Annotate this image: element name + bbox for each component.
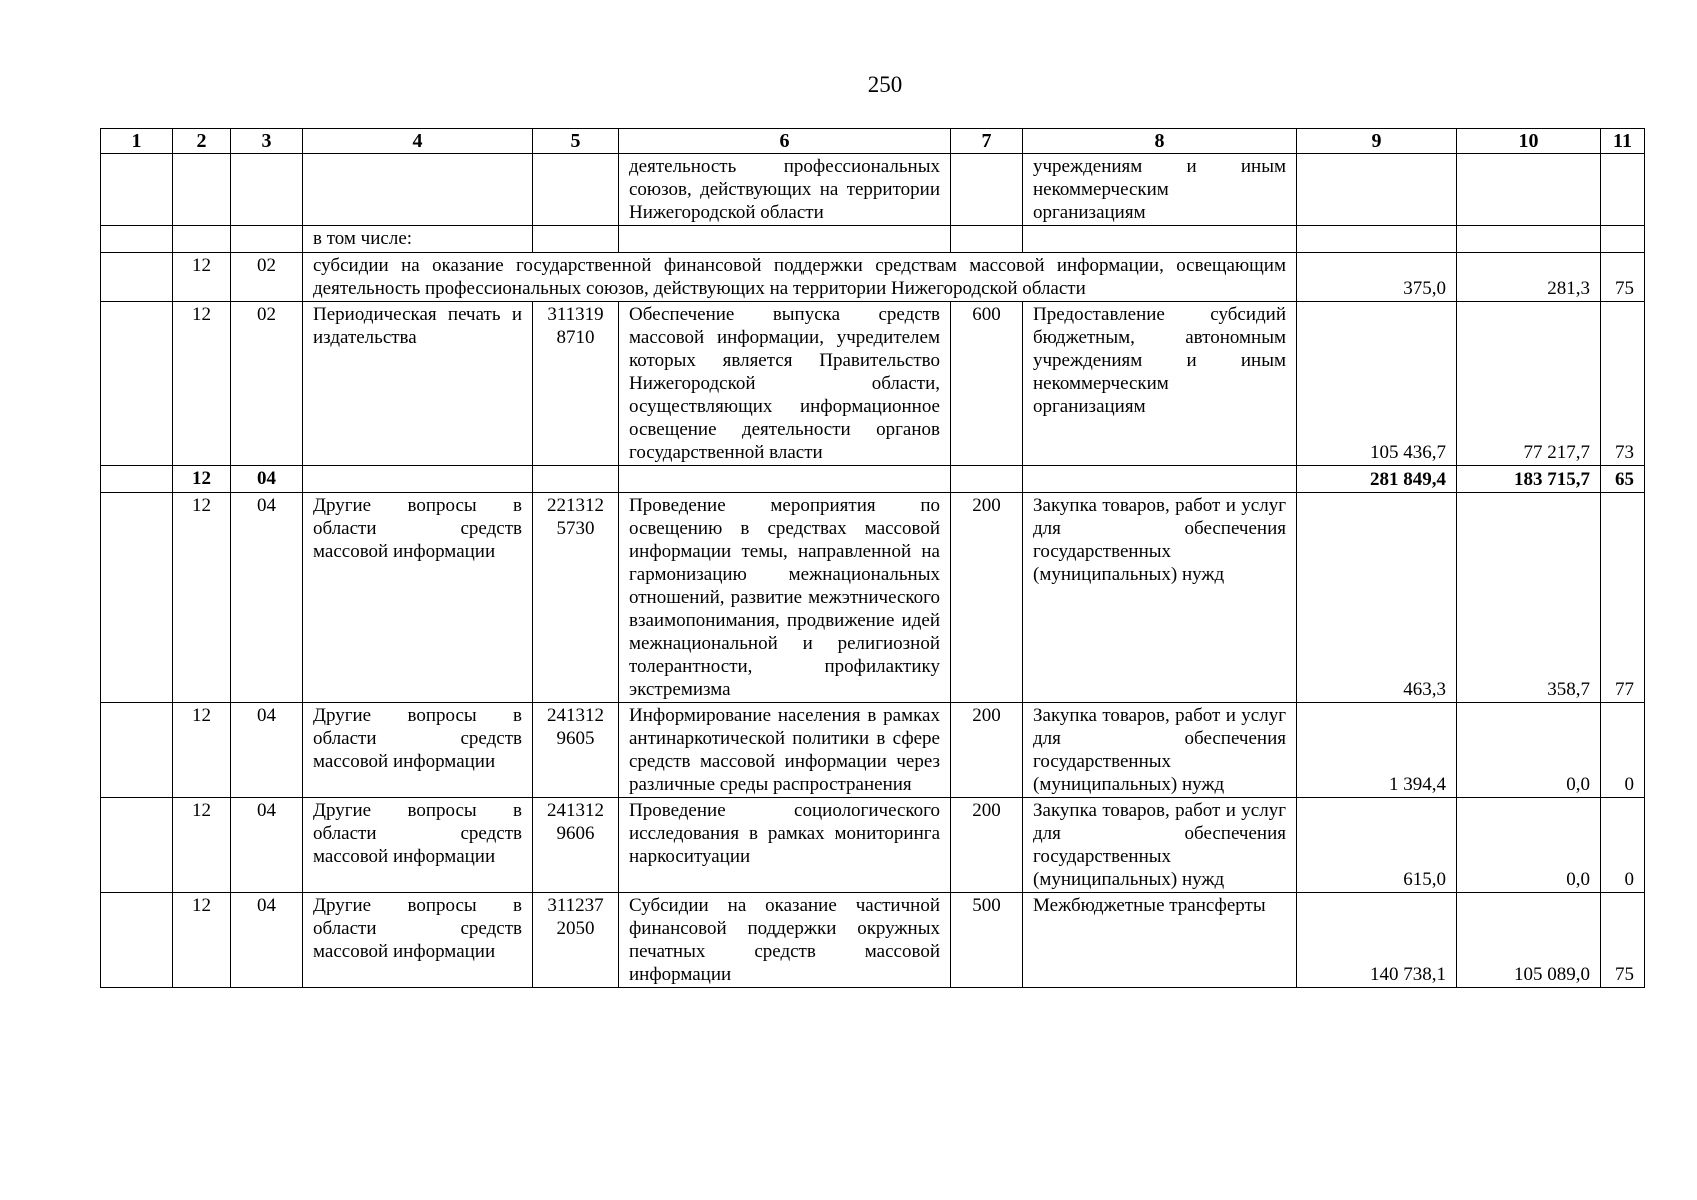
cell-plan bbox=[1297, 154, 1457, 226]
budget-table bbox=[100, 128, 1645, 988]
cell-plan: 1 394,4 bbox=[1297, 703, 1457, 798]
cell-target-code: 241312 9605 bbox=[533, 703, 619, 798]
cell-merged-description: субсидии на оказание государственной финансовой поддержки средствам массовой информации, освещающим деятельность профессиональных союзов, действующих на территории Нижегородской области bbox=[303, 253, 1297, 302]
cell-actual: 105 089,0 bbox=[1457, 893, 1601, 988]
page-number: 250 bbox=[867, 72, 903, 97]
cell-section bbox=[173, 154, 231, 226]
cell-subsection: 04 bbox=[231, 493, 303, 703]
cell-target-code bbox=[533, 226, 619, 253]
cell-expense-type-name: Закупка товаров, работ и услуг для обеспечения государственных (муниципальных) нужд bbox=[1023, 703, 1297, 798]
cell-percent: 77 bbox=[1601, 493, 1645, 703]
column-header: 9 bbox=[1297, 129, 1457, 154]
cell-col1 bbox=[101, 253, 173, 302]
cell-section: 12 bbox=[173, 893, 231, 988]
cell-target-code: 241312 9606 bbox=[533, 798, 619, 893]
cell-expense-type-name: Закупка товаров, работ и услуг для обеспечения государственных (муниципальных) нужд bbox=[1023, 798, 1297, 893]
cell-percent: 73 bbox=[1601, 302, 1645, 466]
cell-target-name bbox=[619, 466, 951, 493]
cell-percent: 75 bbox=[1601, 893, 1645, 988]
column-header: 10 bbox=[1457, 129, 1601, 154]
cell-subsection-name bbox=[303, 154, 533, 226]
cell-percent: 0 bbox=[1601, 798, 1645, 893]
cell-target-name: Субсидии на оказание частичной финансовой поддержки окружных печатных средств массовой информации bbox=[619, 893, 951, 988]
cell-subsection: 04 bbox=[231, 893, 303, 988]
table-row bbox=[101, 703, 1645, 798]
cell-percent bbox=[1601, 226, 1645, 253]
column-header: 4 bbox=[303, 129, 533, 154]
cell-expense-type-name: Межбюджетные трансферты bbox=[1023, 893, 1297, 988]
table-row bbox=[101, 893, 1645, 988]
cell-expense-type bbox=[951, 154, 1023, 226]
cell-subsection bbox=[231, 226, 303, 253]
cell-expense-type-name bbox=[1023, 226, 1297, 253]
cell-subsection: 02 bbox=[231, 302, 303, 466]
cell-subsection: 02 bbox=[231, 253, 303, 302]
column-header: 3 bbox=[231, 129, 303, 154]
cell-plan: 105 436,7 bbox=[1297, 302, 1457, 466]
cell-section: 12 bbox=[173, 493, 231, 703]
cell-actual: 358,7 bbox=[1457, 493, 1601, 703]
cell-section bbox=[173, 226, 231, 253]
cell-percent: 65 bbox=[1601, 466, 1645, 493]
cell-plan: 140 738,1 bbox=[1297, 893, 1457, 988]
cell-actual: 0,0 bbox=[1457, 798, 1601, 893]
cell-col1 bbox=[101, 893, 173, 988]
cell-section: 12 bbox=[173, 302, 231, 466]
cell-plan: 463,3 bbox=[1297, 493, 1457, 703]
cell-subsection: 04 bbox=[231, 703, 303, 798]
cell-actual: 0,0 bbox=[1457, 703, 1601, 798]
table-row bbox=[101, 493, 1645, 703]
cell-section: 12 bbox=[173, 703, 231, 798]
cell-actual: 183 715,7 bbox=[1457, 466, 1601, 493]
cell-expense-type-name: Закупка товаров, работ и услуг для обеспечения государственных (муниципальных) нужд bbox=[1023, 493, 1297, 703]
cell-expense-type bbox=[951, 466, 1023, 493]
cell-actual bbox=[1457, 226, 1601, 253]
column-header: 5 bbox=[533, 129, 619, 154]
cell-actual: 77 217,7 bbox=[1457, 302, 1601, 466]
column-header: 7 bbox=[951, 129, 1023, 154]
table-row bbox=[101, 798, 1645, 893]
cell-expense-type: 200 bbox=[951, 798, 1023, 893]
cell-col1 bbox=[101, 493, 173, 703]
cell-expense-type: 200 bbox=[951, 493, 1023, 703]
cell-col1 bbox=[101, 302, 173, 466]
cell-target-code: 311237 2050 bbox=[533, 893, 619, 988]
cell-subsection bbox=[231, 154, 303, 226]
cell-percent bbox=[1601, 154, 1645, 226]
cell-percent: 75 bbox=[1601, 253, 1645, 302]
cell-subsection-name: в том числе: bbox=[303, 226, 533, 253]
cell-target-name: Обеспечение выпуска средств массовой информации, учредителем которых является Правительство Нижегородской области, осуществляющих информационное освещение деятельности органов государственной власти bbox=[619, 302, 951, 466]
cell-subsection-name bbox=[303, 466, 533, 493]
cell-section: 12 bbox=[173, 798, 231, 893]
cell-target-name: Информирование населения в рамках антинаркотической политики в сфере средств массовой информации через различные среды распространения bbox=[619, 703, 951, 798]
column-header: 11 bbox=[1601, 129, 1645, 154]
cell-target-name: Проведение мероприятия по освещению в средствах массовой информации темы, направленной на гармонизацию межнациональных отношений, развитие межэтнического взаимопонимания, продвижение идей межнациональной и религиозной толерантности, профилактику экстремизма bbox=[619, 493, 951, 703]
cell-target-code bbox=[533, 466, 619, 493]
cell-target-name: Проведение социологического исследования в рамках мониторинга наркоситуации bbox=[619, 798, 951, 893]
table-row bbox=[101, 226, 1645, 253]
column-header: 6 bbox=[619, 129, 951, 154]
cell-expense-type-name: Предоставление субсидий бюджетным, автономным учреждениям и иным некоммерческим организациям bbox=[1023, 302, 1297, 466]
cell-actual: 281,3 bbox=[1457, 253, 1601, 302]
table-row bbox=[101, 154, 1645, 226]
cell-target-name: деятельность профессиональных союзов, действующих на территории Нижегородской области bbox=[619, 154, 951, 226]
cell-col1 bbox=[101, 798, 173, 893]
cell-subsection: 04 bbox=[231, 466, 303, 493]
cell-subsection-name: Другие вопросы в области средств массовой информации bbox=[303, 893, 533, 988]
cell-subsection-name: Другие вопросы в области средств массовой информации bbox=[303, 703, 533, 798]
cell-subsection-name: Другие вопросы в области средств массовой информации bbox=[303, 798, 533, 893]
column-header: 2 bbox=[173, 129, 231, 154]
cell-section: 12 bbox=[173, 466, 231, 493]
cell-col1 bbox=[101, 226, 173, 253]
table-row bbox=[101, 302, 1645, 466]
cell-actual bbox=[1457, 154, 1601, 226]
table-header-row bbox=[101, 129, 1645, 154]
table-subtotal-row bbox=[101, 466, 1645, 493]
cell-expense-type-name: учреждениям и иным некоммерческим организациям bbox=[1023, 154, 1297, 226]
cell-target-code: 221312 5730 bbox=[533, 493, 619, 703]
cell-target-code: 311319 8710 bbox=[533, 302, 619, 466]
cell-subsection: 04 bbox=[231, 798, 303, 893]
cell-expense-type: 600 bbox=[951, 302, 1023, 466]
cell-target-code bbox=[533, 154, 619, 226]
cell-percent: 0 bbox=[1601, 703, 1645, 798]
column-header: 8 bbox=[1023, 129, 1297, 154]
cell-expense-type-name bbox=[1023, 466, 1297, 493]
cell-col1 bbox=[101, 154, 173, 226]
cell-subsection-name: Другие вопросы в области средств массовой информации bbox=[303, 493, 533, 703]
cell-plan: 615,0 bbox=[1297, 798, 1457, 893]
cell-plan: 375,0 bbox=[1297, 253, 1457, 302]
cell-subsection-name: Периодическая печать и издательства bbox=[303, 302, 533, 466]
table-row bbox=[101, 253, 1645, 302]
cell-section: 12 bbox=[173, 253, 231, 302]
cell-col1 bbox=[101, 703, 173, 798]
cell-target-name bbox=[619, 226, 951, 253]
cell-expense-type: 200 bbox=[951, 703, 1023, 798]
column-header: 1 bbox=[101, 129, 173, 154]
cell-expense-type: 500 bbox=[951, 893, 1023, 988]
cell-plan: 281 849,4 bbox=[1297, 466, 1457, 493]
cell-expense-type bbox=[951, 226, 1023, 253]
cell-col1 bbox=[101, 466, 173, 493]
cell-plan bbox=[1297, 226, 1457, 253]
